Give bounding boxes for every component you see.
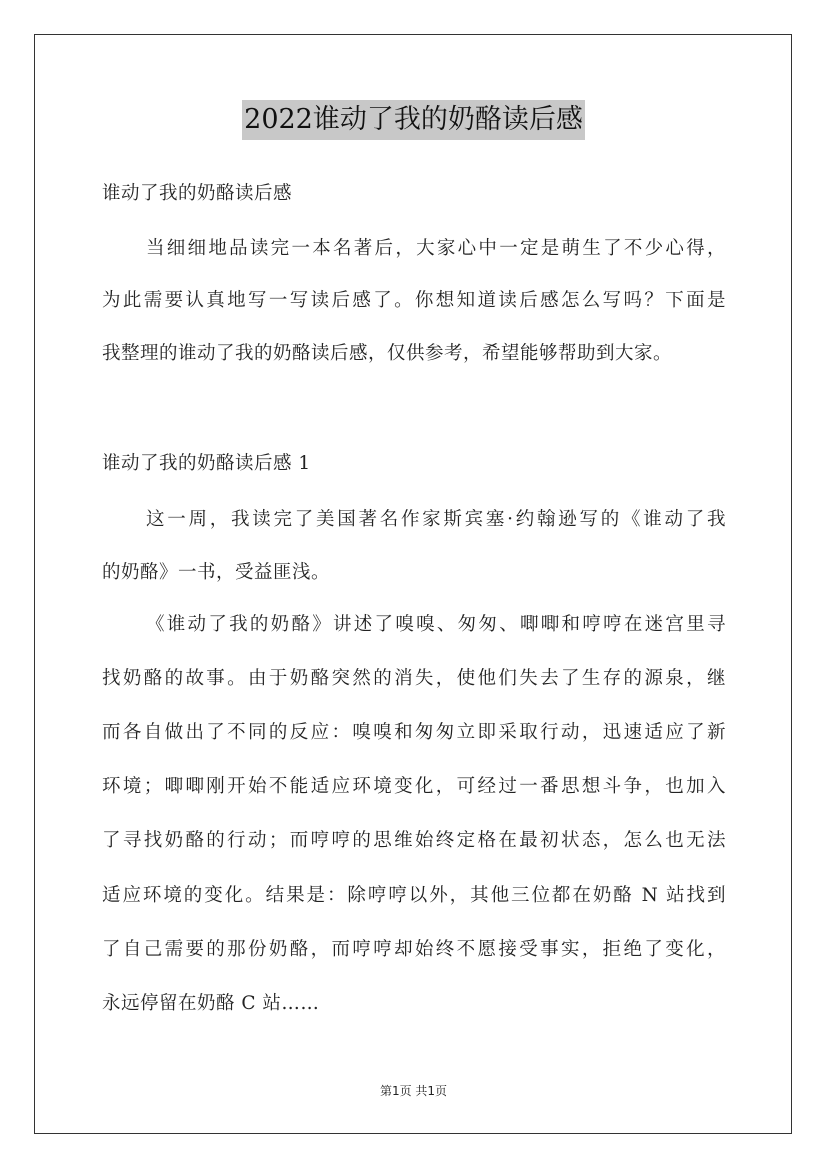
section-heading: 谁动了我的奶酪读后感 1 [102,453,311,474]
document-subtitle: 谁动了我的奶酪读后感 [102,183,293,204]
paragraph-line: 永远停留在奶酪 C 站…… [102,993,320,1014]
paragraph-line: 了寻找奶酪的行动；而哼哼的思维始终定格在最初状态，怎么也无法 [102,830,726,851]
paragraph-line: 这一周，我读完了美国著名作家斯宾塞·约翰逊写的《谁动了我 [146,509,726,530]
intro-line: 我整理的谁动了我的奶酪读后感，仅供参考，希望能够帮助到大家。 [102,343,673,364]
paragraph-line: 的奶酪》一书，受益匪浅。 [102,562,331,583]
document-title: 2022谁动了我的奶酪读后感 [242,100,585,140]
page-number: 第1页 共1页 [379,1084,448,1098]
intro-line: 为此需要认真地写一写读后感了。你想知道读后感怎么写吗？下面是 [102,290,726,311]
paragraph-line: 了自己需要的那份奶酪，而哼哼却始终不愿接受事实，拒绝了变化， [102,939,726,960]
paragraph-line: 找奶酪的故事。由于奶酪突然的消失，使他们失去了生存的源泉，继 [102,668,726,689]
paragraph-line: 环境；唧唧刚开始不能适应环境变化，可经过一番思想斗争，也加入 [102,776,726,797]
paragraph-line: 《谁动了我的奶酪》讲述了嗅嗅、匆匆、唧唧和哼哼在迷宫里寻 [146,614,726,635]
intro-line: 当细细地品读完一本名著后，大家心中一定是萌生了不少心得， [146,238,726,259]
paragraph-line: 而各自做出了不同的反应：嗅嗅和匆匆立即采取行动，迅速适应了新 [102,722,726,743]
paragraph-line: 适应环境的变化。结果是：除哼哼以外，其他三位都在奶酪 N 站找到 [102,885,726,906]
